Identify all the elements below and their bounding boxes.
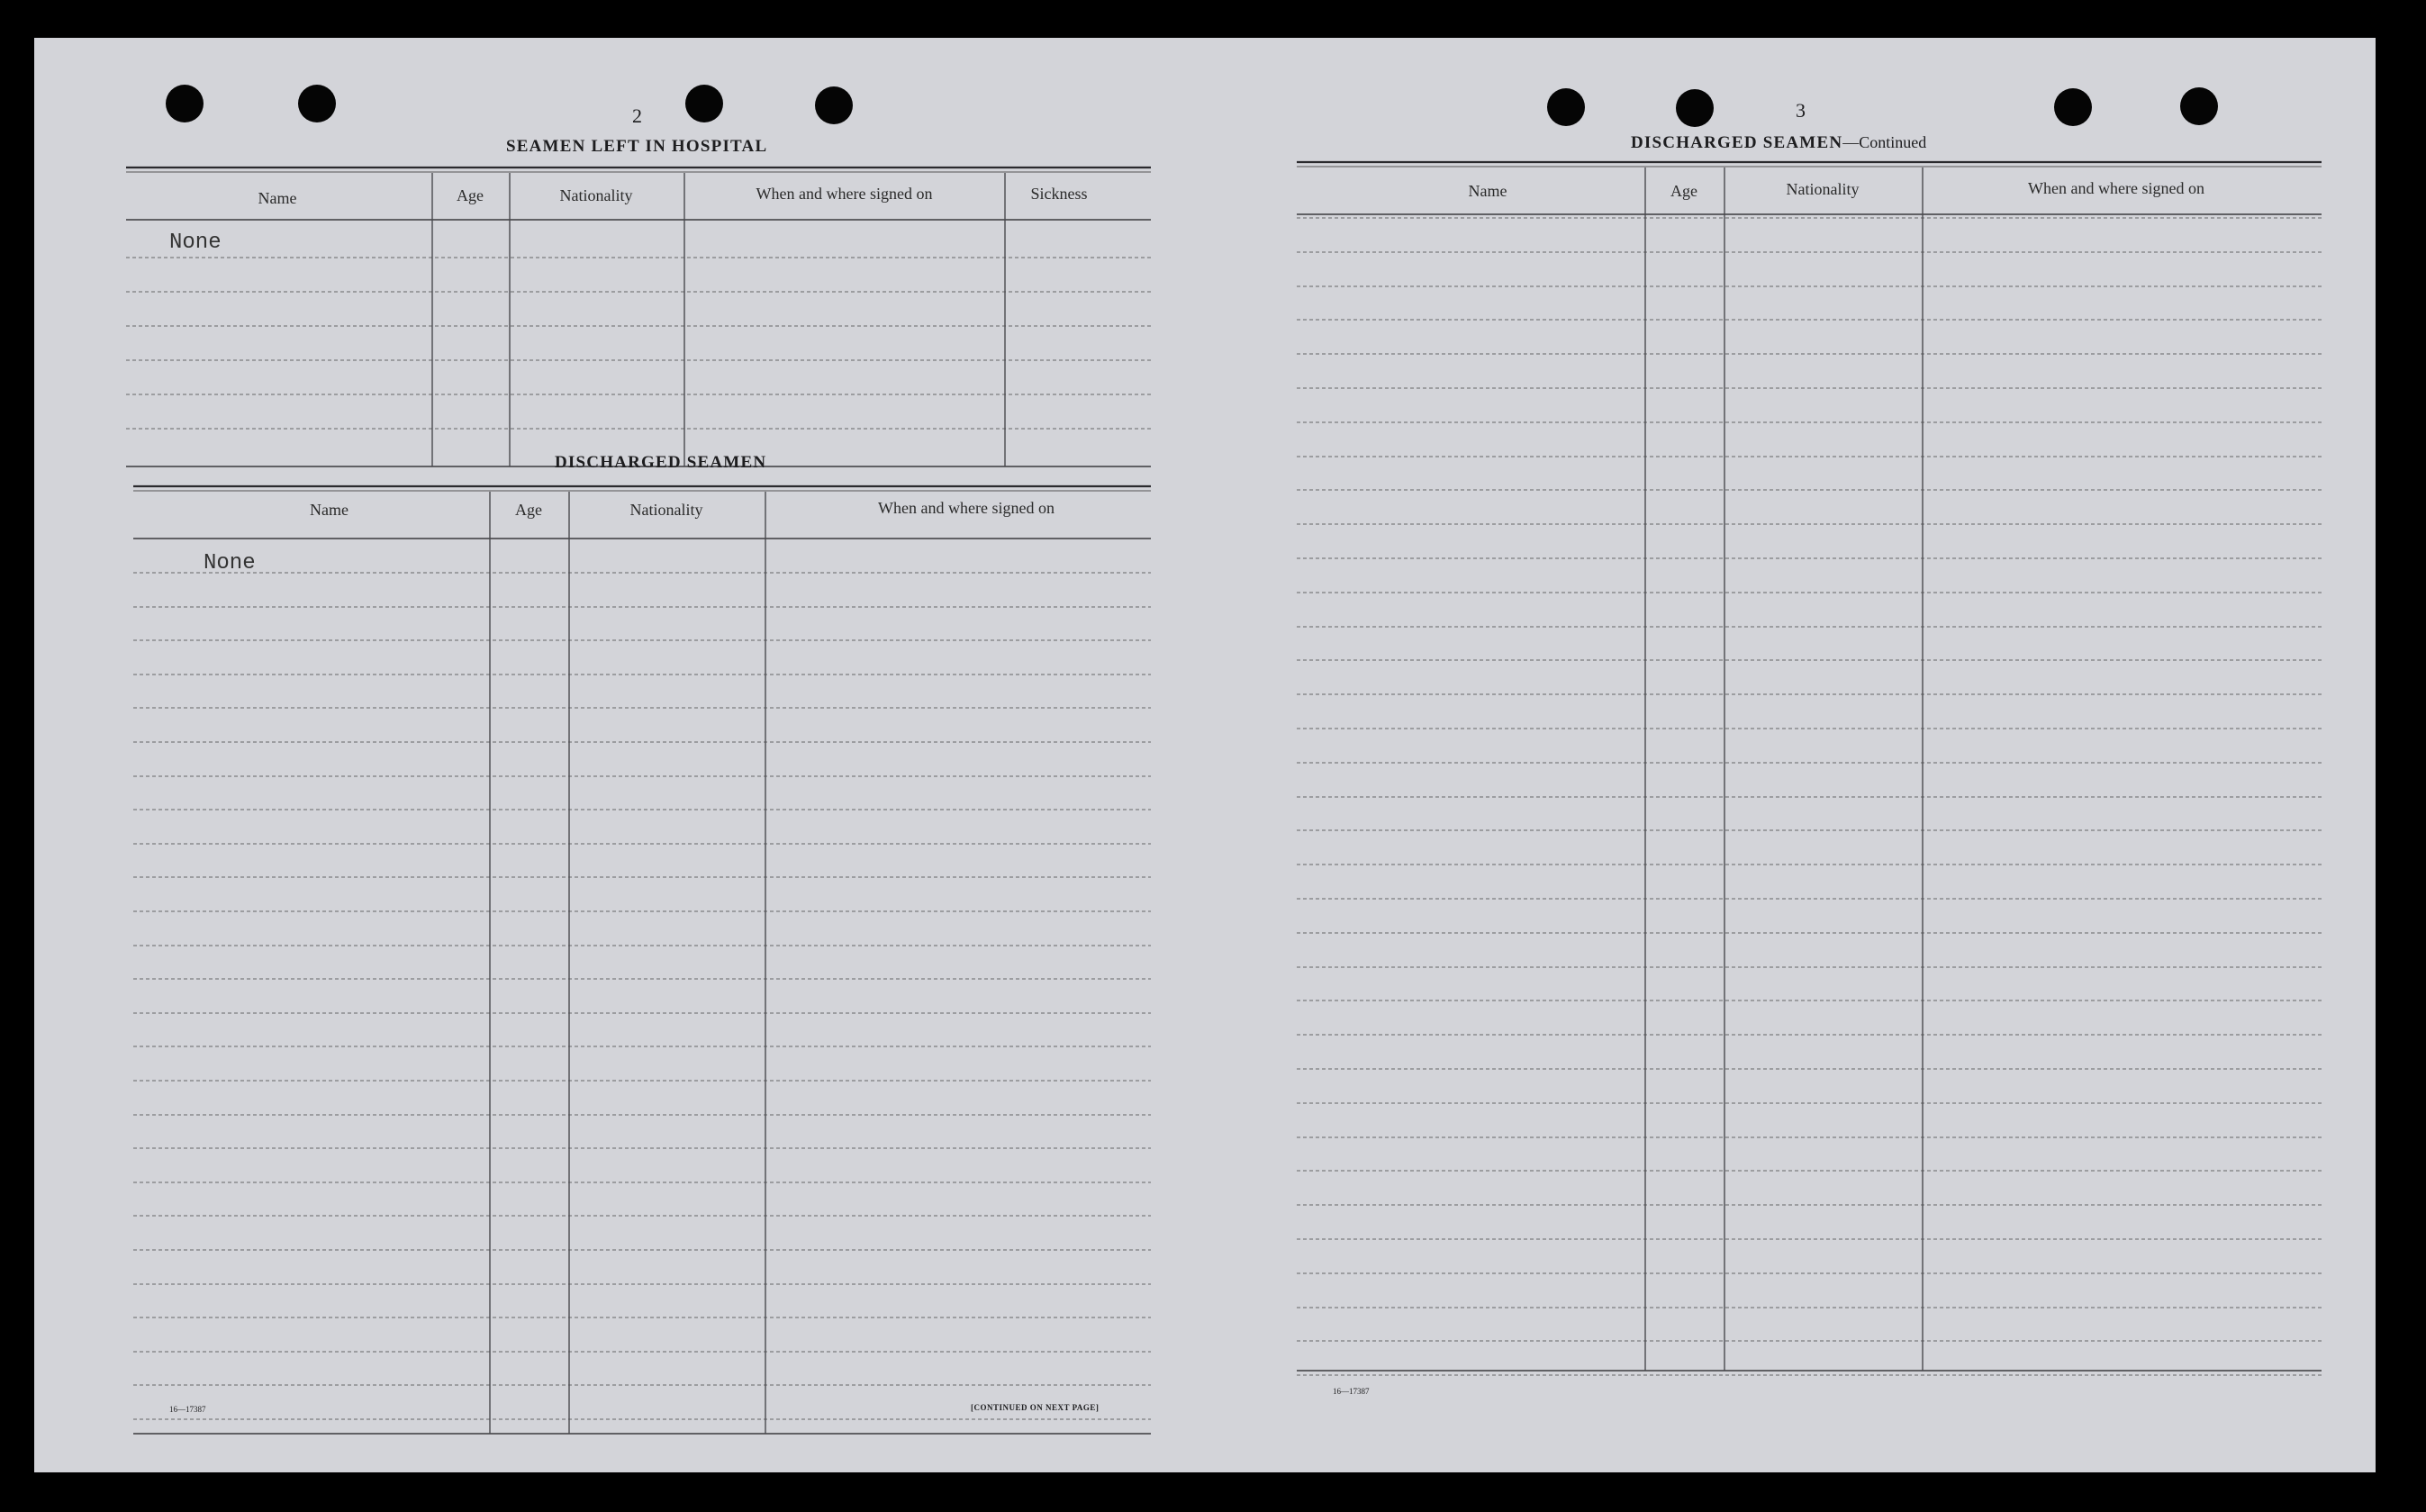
- discharged-col-nationality: Nationality: [629, 501, 703, 519]
- continued-note: [CONTINUED ON NEXT PAGE]: [971, 1403, 1100, 1412]
- right-col-signed-on: When and where signed on: [2028, 179, 2204, 197]
- discharged-section-title: DISCHARGED SEAMEN: [555, 453, 767, 472]
- discharged-col-signed-on: When and where signed on: [878, 499, 1055, 517]
- discharged-col-name: Name: [310, 501, 349, 519]
- right-section-title: [1631, 133, 1926, 153]
- discharged-entry-name: None: [204, 551, 256, 575]
- right-col-nationality: Nationality: [1786, 180, 1860, 198]
- form-number-left: 16—17387: [169, 1405, 206, 1414]
- hospital-section-title: SEAMEN LEFT IN HOSPITAL: [506, 137, 768, 156]
- hospital-col-nationality: Nationality: [559, 186, 633, 204]
- page-number-right: 3: [1796, 99, 1806, 122]
- right-section-title-main: DISCHARGED SEAMEN: [1631, 133, 1843, 152]
- page-number-left: 2: [632, 104, 642, 127]
- right-section-title-suffix: —Continued: [1842, 133, 1927, 151]
- right-col-name: Name: [1468, 182, 1507, 200]
- form-number-right: 16—17387: [1333, 1387, 1370, 1396]
- ledger-sheet: [34, 38, 2376, 1472]
- hospital-col-name: Name: [258, 189, 297, 207]
- right-col-age: Age: [1670, 182, 1697, 200]
- hospital-col-age: Age: [457, 186, 484, 204]
- hospital-col-sickness: Sickness: [1030, 185, 1088, 203]
- hospital-col-signed-on: When and where signed on: [756, 185, 933, 203]
- ruled-lines: [34, 38, 2376, 1472]
- discharged-col-age: Age: [515, 501, 542, 519]
- hospital-entry-name: None: [169, 231, 222, 255]
